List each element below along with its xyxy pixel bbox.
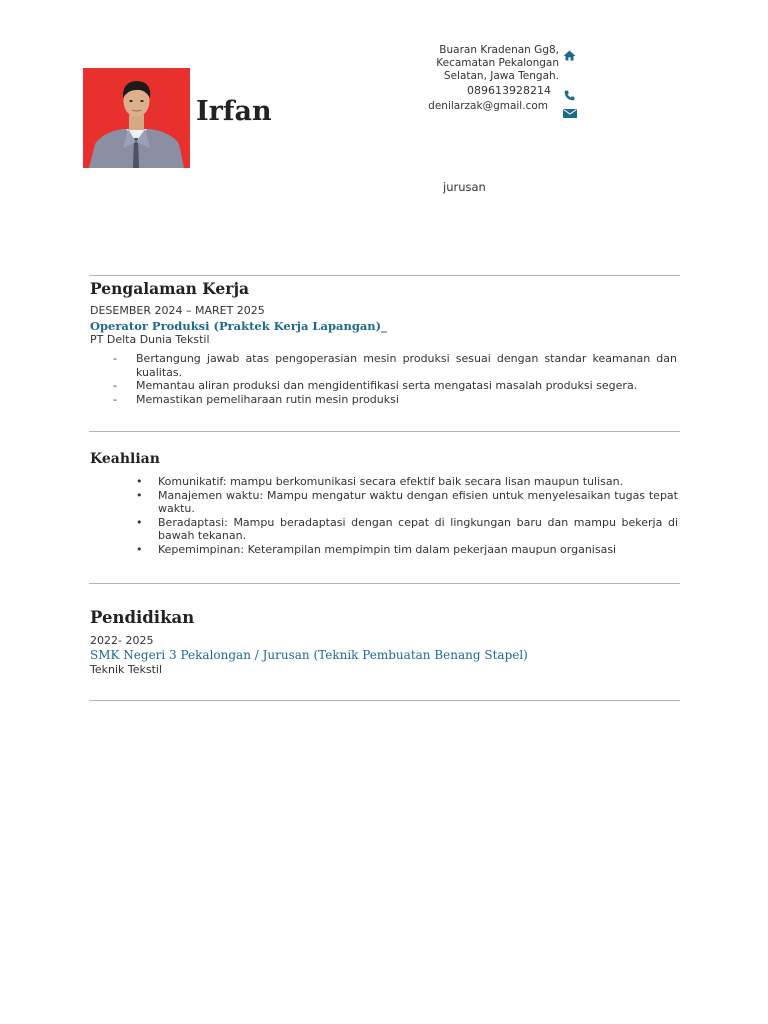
mail-icon xyxy=(563,103,577,122)
education-school: SMK Negeri 3 Pekalongan / Jurusan (Teknik Pembuatan Benang Stapel) xyxy=(90,648,528,662)
education-heading: Pendidikan xyxy=(90,608,195,627)
list-item: • Komunikatif: mampu berkomunikasi secara efektif baik secara lisan maupun tulisan. xyxy=(136,475,678,489)
section-divider xyxy=(89,583,680,584)
experience-duties-list xyxy=(113,352,677,406)
home-icon xyxy=(563,46,576,65)
experience-company: PT Delta Dunia Tekstil xyxy=(90,333,210,346)
list-item: • Beradaptasi: Mampu beradaptasi dengan cepat di lingkungan baru dan mampu bekerja di bawah tekanan. xyxy=(136,516,678,543)
experience-heading: Pengalaman Kerja xyxy=(90,279,250,298)
education-date: 2022- 2025 xyxy=(90,634,154,647)
experience-role: Operator Produksi (Praktek Kerja Lapangan)_ xyxy=(90,319,387,333)
section-divider xyxy=(89,700,680,701)
list-item: - Memastikan pemeliharaan rutin mesin produksi xyxy=(113,393,677,407)
section-divider xyxy=(89,431,680,432)
list-item: • Manajemen waktu: Mampu mengatur waktu dengan efisien untuk menyelesaikan tugas tepat waktu. xyxy=(136,489,678,516)
skills-heading: Keahlian xyxy=(90,451,160,467)
subtitle-text: jurusan xyxy=(443,180,486,194)
email-address: denilarzak@gmail.com xyxy=(428,100,548,112)
phone-number: 089613928214 xyxy=(467,84,551,97)
education-field: Teknik Tekstil xyxy=(90,663,163,676)
experience-date: DESEMBER 2024 – MARET 2025 xyxy=(90,304,265,317)
candidate-name: Irfan xyxy=(196,96,272,127)
skills-list xyxy=(136,475,678,557)
list-item: - Bertangung jawab atas pengoperasian mesin produksi sesuai dengan standar keamanan dan kualitas. xyxy=(113,352,677,379)
address-text: Buaran Kradenan Gg8, Kecamatan Pekalongan Selatan, Jawa Tengah. xyxy=(436,44,559,82)
list-item: - Memantau aliran produksi dan mengidentifikasi serta mengatasi masalah produksi segera. xyxy=(113,379,677,393)
list-item: • Kepemimpinan: Keterampilan mempimpin tim dalam pekerjaan maupun organisasi xyxy=(136,543,678,557)
profile-photo xyxy=(83,68,190,168)
section-divider xyxy=(89,275,680,276)
